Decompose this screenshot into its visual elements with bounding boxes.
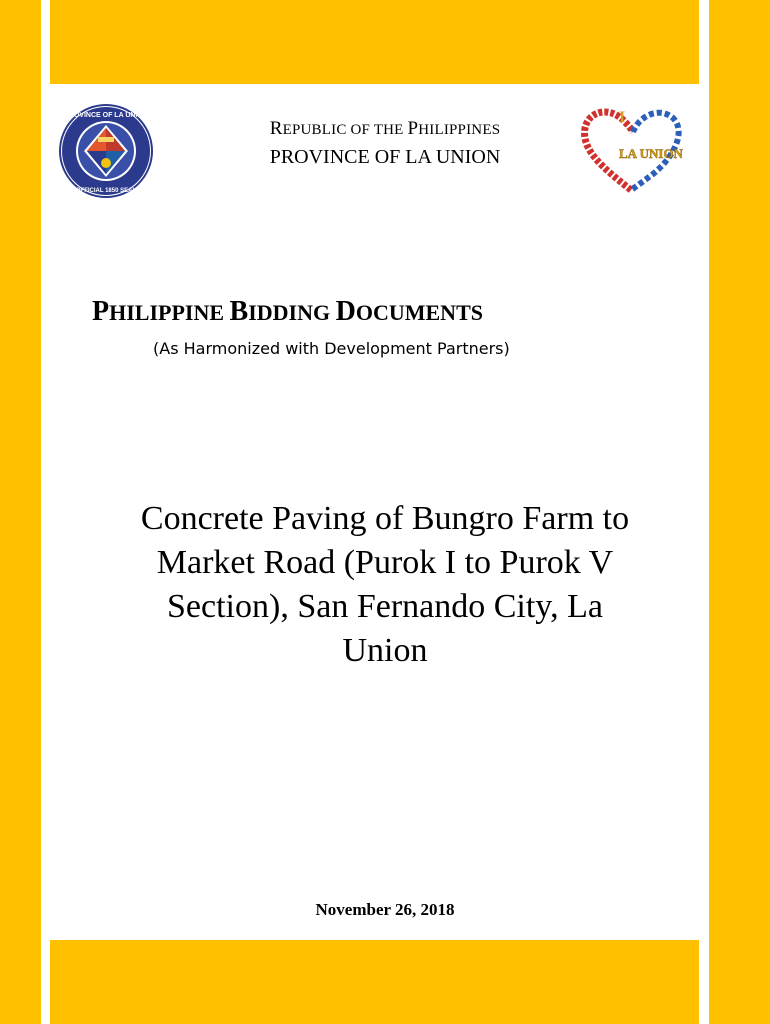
svg-text:LA UNION: LA UNION (619, 146, 683, 161)
title-rest-p: HILIPPINE (109, 300, 230, 325)
top-right-band (709, 0, 770, 84)
left-stripe (0, 84, 41, 940)
republic-initial: R (269, 118, 283, 139)
title-initial-p: P (92, 296, 110, 327)
title-initial-d: D (335, 296, 356, 327)
bottom-right-band (709, 940, 770, 1024)
title-rest-d: OCUMENTS (355, 300, 483, 325)
svg-text:OFFICIAL 1850 SEAL: OFFICIAL 1850 SEAL (75, 188, 137, 194)
title-initial-b: B (229, 296, 249, 327)
project-line: Concrete Paving of Bungro Farm to (140, 500, 630, 537)
svg-text:PROVINCE OF LA UNION: PROVINCE OF LA UNION (64, 112, 148, 119)
project-line: Union (342, 632, 428, 669)
bottom-left-band (0, 940, 41, 1024)
document-date: November 26, 2018 (315, 900, 455, 919)
philippines-rest: HILIPPINES (418, 122, 501, 138)
document-subtitle: (As Harmonized with Development Partners) (153, 339, 510, 358)
philippines-initial: P (407, 118, 419, 139)
project-line: Market Road (Purok I to Purok V (156, 544, 614, 581)
republic-line (200, 118, 570, 140)
project-title (95, 497, 675, 673)
bottom-band (50, 940, 699, 1024)
top-band (50, 0, 699, 84)
province-line: PROVINCE OF LA UNION (269, 146, 501, 168)
top-left-band (0, 0, 41, 84)
project-line: Section), San Fernando City, La (167, 588, 603, 625)
i-love-la-union-heart-icon (573, 98, 693, 198)
republic-rest: EPUBLIC OF THE (282, 122, 408, 138)
province-seal-icon (58, 103, 154, 199)
right-stripe (709, 84, 770, 940)
document-title (92, 296, 692, 328)
header-block (200, 118, 570, 169)
title-rest-b: IDDING (248, 300, 336, 325)
svg-text:I: I (619, 109, 626, 126)
